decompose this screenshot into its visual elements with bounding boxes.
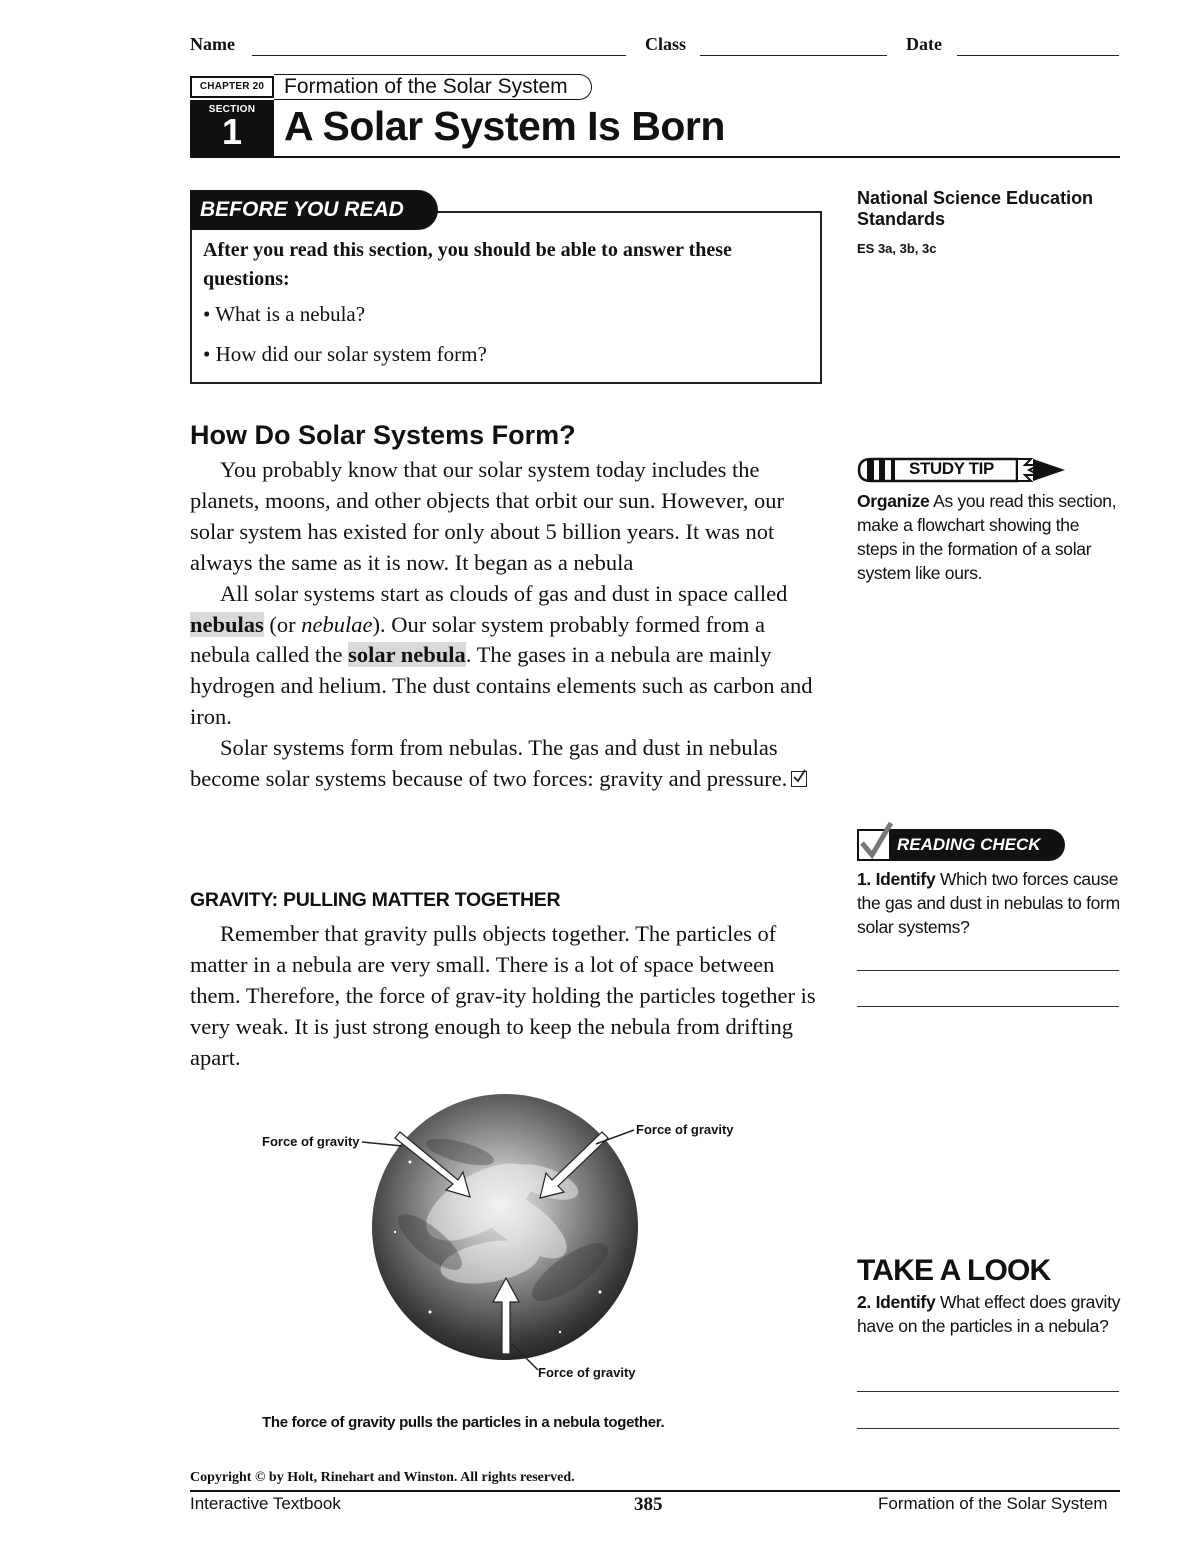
study-tip-text: Organize As you read this section, make a flowchart showing the steps in the formation of a solar system like ours. — [857, 491, 1117, 583]
figure-caption: The force of gravity pulls the particles in a nebula together. — [262, 1414, 665, 1431]
class-field[interactable] — [700, 55, 887, 56]
reading-check-question: 1. Identify Which two forces cause the gas and dust in nebulas to form solar systems? — [857, 869, 1120, 937]
standards-title: National Science Education Standards — [857, 188, 1094, 229]
section-number: 1 — [221, 111, 243, 152]
section-label: SECTION — [208, 104, 256, 115]
section-heading: How Do Solar Systems Form? — [190, 420, 576, 450]
section-badge — [190, 100, 274, 157]
question-item: • What is a nebula? — [203, 302, 366, 326]
body-paragraph-4: Remember that gravity pulls objects together. The particles of matter in a nebula are very small. There is a lot of space between them. Therefore, the force of grav-ity holding the particles together is very weak. It is just strong enough to keep the nebula from drifting apart. — [190, 921, 816, 1070]
vocab-term-nebulas: nebulas — [190, 611, 264, 637]
class-label: Class — [645, 34, 687, 54]
leader-line — [592, 1124, 638, 1152]
footer-chapter-title: Formation of the Solar System — [878, 1494, 1108, 1513]
page-number: 385 — [634, 1494, 663, 1515]
answer-line[interactable] — [857, 1006, 1119, 1007]
answer-line[interactable] — [857, 1391, 1119, 1392]
body-paragraphs — [190, 455, 820, 795]
before-you-read-intro: After you read this section, you should be able to answer these questions: — [203, 239, 732, 290]
title-divider — [190, 156, 1120, 158]
paragraph-3: Solar systems form from nebulas. The gas and dust in nebulas become solar systems because of two forces: gravity and pressure. — [190, 733, 820, 795]
footer-book-title: Interactive Textbook — [190, 1494, 341, 1513]
subheading-gravity: GRAVITY: PULLING MATTER TOGETHER — [190, 889, 561, 911]
footer-divider — [190, 1490, 1120, 1492]
study-tip-tab — [857, 457, 1069, 487]
reading-check-tab: READING CHECK — [857, 829, 1065, 861]
take-a-look-heading: TAKE A LOOK — [857, 1254, 1051, 1287]
answer-line[interactable] — [857, 1428, 1119, 1429]
paragraph-1: You probably know that our solar system today includes the planets, moons, and other objects that orbit our sun. However, our solar system has existed for only about 5 billion years. It was not always the same as it is now. It began as a nebula — [190, 457, 784, 575]
reading-check-icon — [791, 771, 807, 787]
page-title: A Solar System Is Born — [284, 103, 725, 149]
chapter-tag: CHAPTER 20 — [190, 76, 274, 98]
copyright: Copyright © by Holt, Rinehart and Winston. All rights reserved. — [190, 1470, 575, 1485]
figure-label-right: Force of gravity — [636, 1122, 734, 1137]
before-you-read-tab: BEFORE YOU READ — [190, 190, 438, 230]
name-field[interactable] — [252, 55, 626, 56]
figure-label-left: Force of gravity — [262, 1134, 360, 1149]
date-label: Date — [906, 34, 942, 54]
name-label: Name — [190, 34, 235, 54]
standards-codes: ES 3a, 3b, 3c — [857, 241, 937, 256]
chapter-title: Formation of the Solar System — [274, 74, 592, 100]
paragraph-2: All solar systems start as clouds of gas and dust in space called nebulas (or nebulae). Our solar system probably formed from a nebula called the solar nebula. The gases in a nebula are mainly hydrogen and helium. The dust contains elements such as carbon and iron. — [190, 580, 813, 730]
figure-label-bottom: Force of gravity — [538, 1365, 636, 1380]
vocab-term-solar-nebula: solar nebula — [348, 642, 466, 668]
date-field[interactable] — [957, 55, 1119, 56]
check-icon — [857, 829, 891, 861]
answer-line[interactable] — [857, 970, 1119, 971]
study-tip-label: STUDY TIP — [909, 459, 994, 478]
leader-line — [360, 1128, 410, 1158]
question-item: • How did our solar system form? — [203, 342, 487, 366]
take-a-look-question: 2. Identify What effect does gravity have on the particles in a nebula? — [857, 1292, 1121, 1336]
